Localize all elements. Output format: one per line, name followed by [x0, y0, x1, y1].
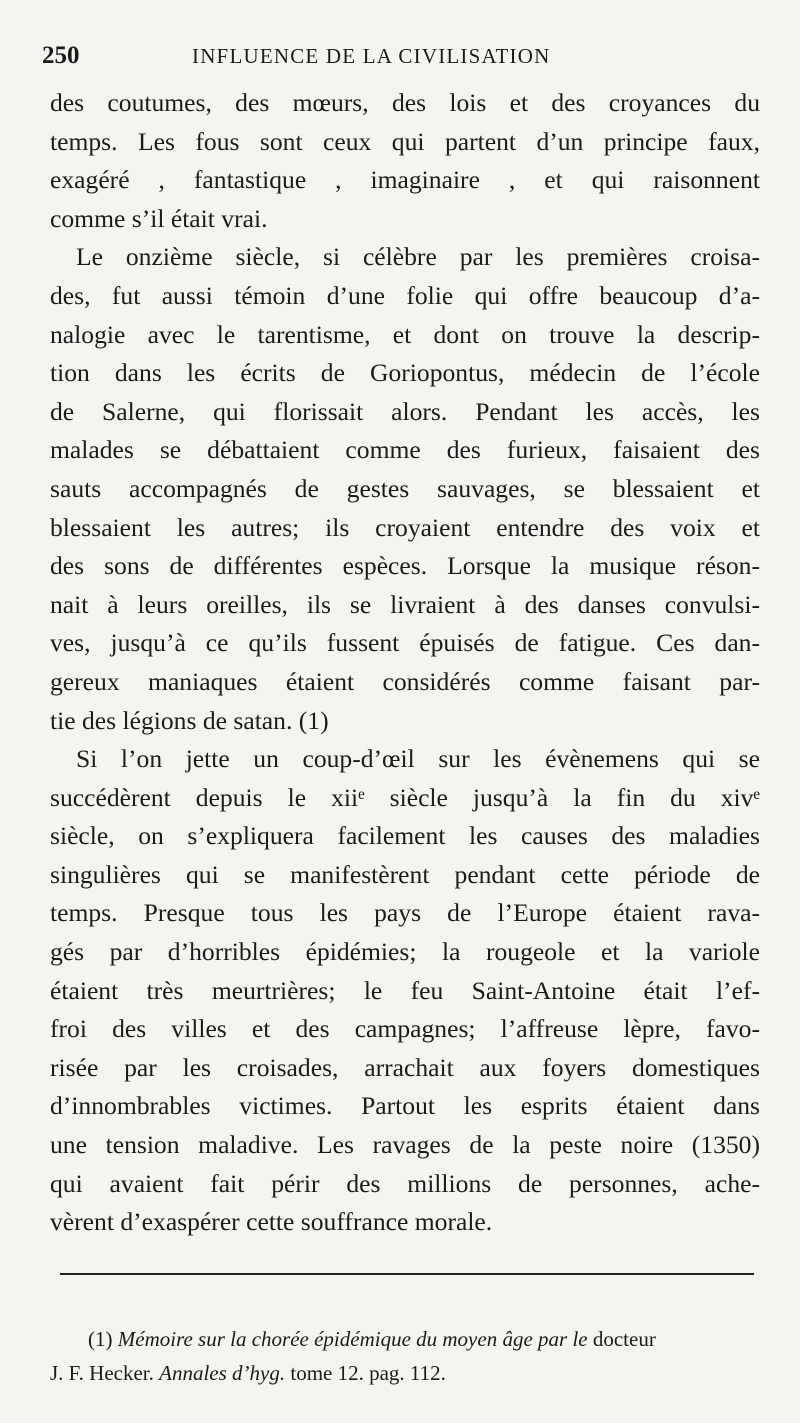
text-line: tie des légions de satan. (1)	[50, 705, 329, 735]
text-line: nalogie avec le tarentisme, et dont on trouve la descrip-	[50, 319, 760, 349]
text-line: sauts accompagnés de gestes sauvages, se blessaient et	[50, 473, 760, 503]
text-line: nait à leurs oreilles, ils se livraient à des danses convulsi-	[50, 589, 760, 619]
text-line: étaient très meurtrières; le feu Saint-Antoine était l’ef-	[50, 975, 760, 1005]
footnote-citation: tome 12. pag. 112.	[290, 1361, 446, 1385]
page-number: 250	[42, 42, 80, 69]
text-line: qui avaient fait périr des millions de personnes, ache-	[50, 1168, 760, 1198]
footnote-after-title: docteur	[592, 1327, 656, 1351]
footnote-divider	[60, 1273, 754, 1275]
text-line: Le onzième siècle, si célèbre par les premières croisa-	[76, 242, 760, 272]
running-title: INFLUENCE DE LA CIVILISATION	[192, 44, 551, 68]
footnote-author: J. F. Hecker.	[50, 1361, 154, 1385]
footnote-marker: (1)	[88, 1327, 113, 1351]
text-line: comme s’il était vrai.	[50, 203, 268, 233]
footnote-title: Mémoire sur la chorée épidémique du moyen âge par le	[117, 1327, 588, 1351]
text-line: blessaient les autres; ils croyaient entendre des voix et	[50, 512, 760, 542]
text-line: exagéré , fantastique , imaginaire , et qui raisonnent	[50, 165, 760, 195]
text-line: singulières qui se manifestèrent pendant cette période de	[50, 859, 760, 889]
text-line: des, fut aussi témoin d’une folie qui offre beaucoup d’a-	[50, 280, 760, 310]
page-header	[42, 42, 760, 76]
text-line: des coutumes, des mœurs, des lois et des croyances du	[50, 88, 760, 117]
text-line: gereux maniaques étaient considérés comme faisant par-	[50, 666, 760, 696]
footnote-journal: Annales d’hyg.	[159, 1361, 286, 1385]
text-line: gés par d’horribles épidémies; la rougeole et la variole	[50, 937, 760, 967]
text-line: d’innombrables victimes. Partout les esprits étaient dans	[50, 1091, 760, 1121]
footnote	[50, 1322, 762, 1390]
text-line: risée par les croisades, arrachait aux foyers domestiques	[50, 1052, 760, 1082]
text-line: froi des villes et des campagnes; l’affreuse lèpre, favo-	[50, 1014, 760, 1044]
text-line: ves, jusqu’à ce qu’ils fussent épuisés de fatigue. Ces dan-	[50, 628, 760, 658]
text-line: tion dans les écrits de Goriopontus, médecin de l’école	[50, 358, 760, 388]
text-line: de Salerne, qui florissait alors. Pendant les accès, les	[50, 396, 760, 426]
text-line: temps. Presque tous les pays de l’Europe étaient rava-	[50, 898, 760, 928]
body-text	[50, 84, 760, 1242]
text-line: malades se débattaient comme des furieux, faisaient des	[50, 435, 760, 465]
text-line: Si l’on jette un coup-d’œil sur les évènemens qui se	[76, 744, 760, 774]
text-line: une tension maladive. Les ravages de la peste noire (1350)	[50, 1130, 760, 1160]
text-line: des sons de différentes espèces. Lorsque la musique réson-	[50, 551, 760, 581]
text-line: siècle, on s’expliquera facilement les causes des maladies	[50, 821, 760, 851]
text-line: vèrent d’exaspérer cette souffrance morale.	[50, 1207, 493, 1237]
footnote-line-2	[50, 1356, 762, 1390]
footnote-line-1	[50, 1322, 762, 1356]
text-line: temps. Les fous sont ceux qui partent d’un principe faux,	[50, 126, 760, 156]
text-line: succédèrent depuis le xiiᵉ siècle jusqu’à la fin du xivᵉ	[50, 782, 760, 812]
